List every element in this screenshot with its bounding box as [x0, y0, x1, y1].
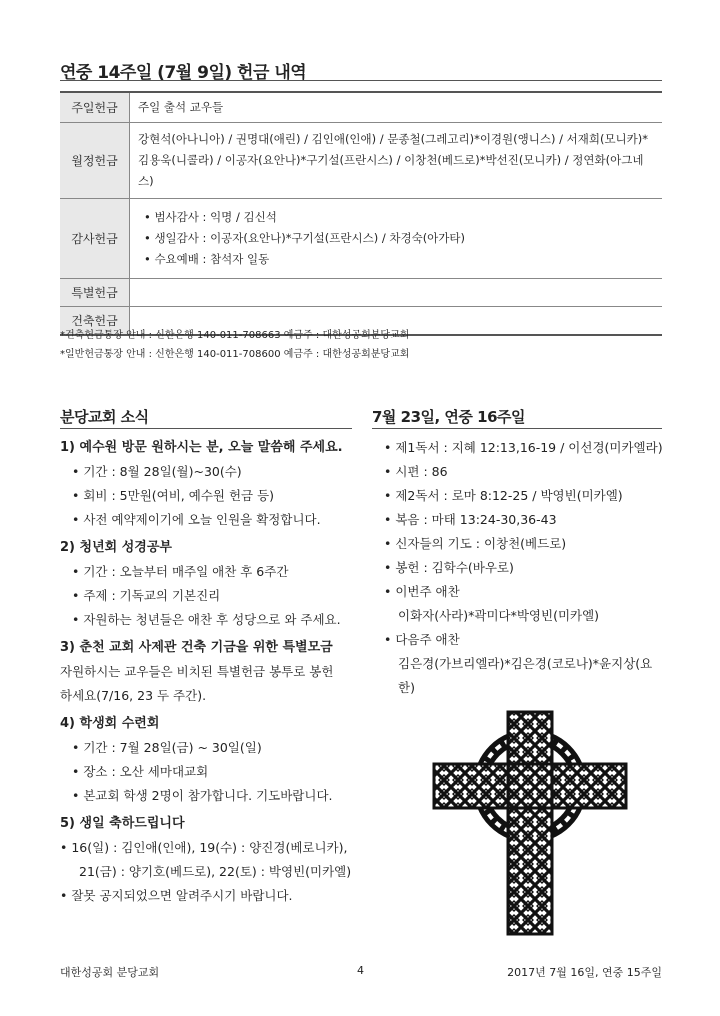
table-row [60, 92, 662, 123]
list-item: • 생일감사 : 이공자(요안나)*구기설(프란시스) / 차경숙(아가타) [144, 228, 654, 249]
list-item: • 자원하는 청년들은 애찬 후 성당으로 와 주세요. [60, 608, 360, 632]
list-item: • 기간 : 8월 28일(월)~30(수) [60, 460, 360, 484]
section-heading: 2) 청년회 성경공부 [60, 540, 172, 555]
section-text: 자원하시는 교우들은 비치된 특별헌금 봉투로 봉헌 [60, 664, 334, 679]
value-line: 김용욱(니콜라) / 이공자(요안나)*구기설(프란시스) / 이창천(베드로)*박선진(모니카) / 정연화(아그네 [138, 153, 644, 167]
account-notes [60, 326, 409, 364]
table-row [60, 123, 662, 199]
row-label: 주일헌금 [60, 92, 130, 123]
section-heading: 1) 예수원 방문 원하시는 분, 오늘 말씀해 주세요. [60, 440, 343, 455]
list-item: • 16(일) : 김인애(인애), 19(수) : 양진경(베로니카), [60, 836, 360, 860]
list-item: • 이번주 애찬 [372, 580, 664, 604]
row-value [130, 279, 663, 307]
list-item: • 잘못 공지되었으면 알려주시기 바랍니다. [60, 884, 360, 908]
title-rule [60, 80, 662, 81]
value-line: 강현석(아나니아) / 권명대(애린) / 김인애(인애) / 문종철(그레고리)*이경원(앵니스) / 서재희(모니카)* [138, 132, 649, 146]
row-label: 특별헌금 [60, 279, 130, 307]
list-item: • 기간 : 오늘부터 매주일 애찬 후 6주간 [60, 560, 360, 584]
section-text: 하세요(7/16, 23 두 주간). [60, 688, 207, 703]
list-item: • 기간 : 7월 28일(금) ~ 30일(일) [60, 736, 360, 760]
list-item: • 제2독서 : 로마 8:12-25 / 박영빈(미카엘) [372, 484, 664, 508]
row-label: 감사헌금 [60, 199, 130, 279]
this-week-agape: 이화자(사라)*곽미다*박영빈(미카엘) [398, 608, 600, 623]
news-rule [60, 428, 352, 429]
list-item: • 본교회 학생 2명이 참가합니다. 기도바랍니다. [60, 784, 360, 808]
footer-church: 대한성공회 분당교회 [60, 966, 160, 979]
list-item: • 범사감사 : 익명 / 김신석 [144, 207, 654, 228]
offering-title: 연중 14주일 (7월 9일) 헌금 내역 [60, 63, 307, 83]
section-heading: 4) 학생회 수련회 [60, 716, 160, 731]
list-item: • 장소 : 오산 세마대교회 [60, 760, 360, 784]
list-item-continuation: 21(금) : 양기호(베드로), 22(토) : 박영빈(미카엘) [79, 864, 352, 879]
value-line: 스) [138, 174, 154, 188]
list-item: • 다음주 애찬 [372, 628, 664, 652]
section-heading: 3) 춘천 교회 사제관 건축 기금을 위한 특별모금 [60, 640, 333, 655]
list-item: • 회비 : 5만원(여비, 예수원 헌금 등) [60, 484, 360, 508]
offering-table [60, 91, 662, 336]
account-note: *건축헌금통장 안내 : 신한은행 140-011-708663 예금주 : 대한성공회분당교회 [60, 330, 410, 341]
row-value [130, 123, 663, 199]
news-column [60, 432, 360, 908]
table-row [60, 199, 662, 279]
next-sunday-title: 7월 23일, 연중 16주일 [372, 408, 525, 426]
list-item: • 복음 : 마태 13:24-30,36-43 [372, 508, 664, 532]
celtic-cross-icon [430, 710, 630, 936]
page-number: 4 [357, 964, 364, 977]
list-item: • 사전 예약제이기에 오늘 인원을 확정합니다. [60, 508, 360, 532]
list-item: • 신자들의 기도 : 이창천(베드로) [372, 532, 664, 556]
next-week-agape: 김은경(가브리엘라)*김은경(코로나)*윤지상(요한) [398, 656, 653, 695]
row-value [130, 199, 663, 279]
table-row [60, 279, 662, 307]
list-item: • 수요예배 : 참석자 일동 [144, 249, 654, 270]
section-heading: 5) 생일 축하드립니다 [60, 816, 185, 831]
list-item: • 시편 : 86 [372, 460, 664, 484]
next-sunday-column [372, 436, 664, 700]
footer-date: 2017년 7월 16일, 연중 15주일 [507, 966, 662, 979]
list-item: • 봉헌 : 김학수(바우로) [372, 556, 664, 580]
row-label: 월정헌금 [60, 123, 130, 199]
news-title: 분당교회 소식 [60, 408, 149, 426]
row-label: 건축헌금 [60, 307, 130, 335]
row-value: 주일 출석 교우들 [130, 92, 663, 123]
list-item: • 주제 : 기독교의 기본진리 [60, 584, 360, 608]
next-sunday-rule [372, 428, 662, 429]
account-note: *일반헌금통장 안내 : 신한은행 140-011-708600 예금주 : 대한성공회분당교회 [60, 349, 410, 360]
list-item: • 제1독서 : 지혜 12:13,16-19 / 이선경(미카엘라) [372, 436, 664, 460]
